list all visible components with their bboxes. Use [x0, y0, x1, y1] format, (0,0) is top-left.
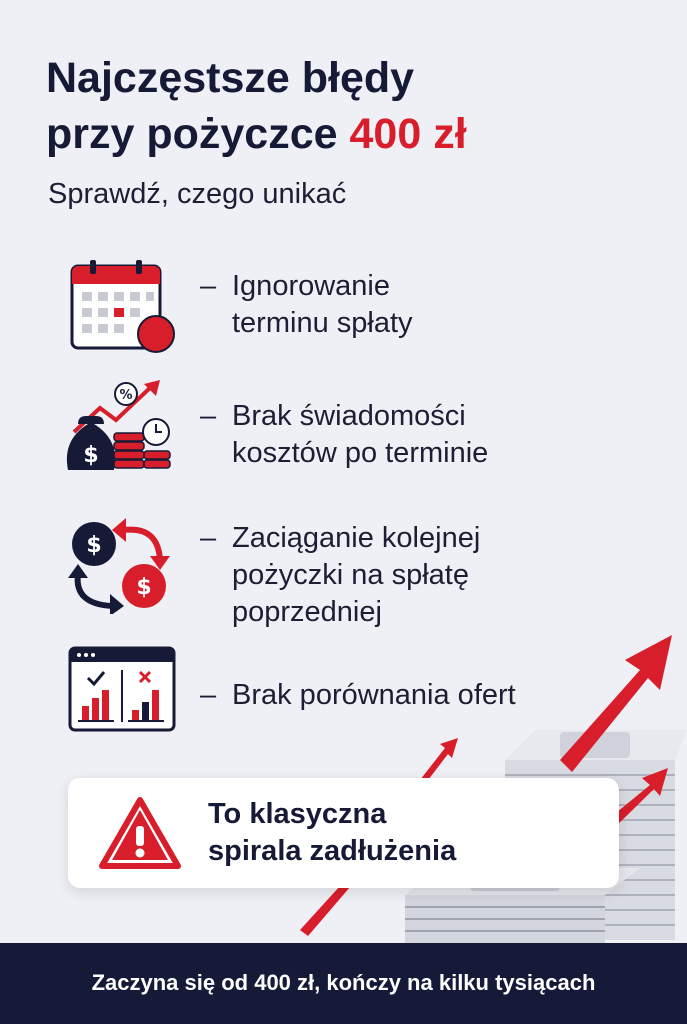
- mistake-text: Ignorowanie terminu spłaty: [232, 270, 413, 339]
- mistake-text: Brak porównania ofert: [232, 679, 516, 711]
- page-title: [46, 50, 666, 162]
- footer-text: Zaczyna się od 400 zł, kończy na kilku tysiącach: [91, 970, 596, 995]
- item-dash: –: [200, 679, 217, 711]
- svg-text:$: $: [136, 575, 152, 600]
- item-dash: –: [200, 270, 217, 302]
- warning-triangle-icon: [98, 796, 182, 870]
- mistake-text: Brak świadomości kosztów po terminie: [232, 400, 489, 469]
- mistake-item-3: [200, 520, 660, 631]
- mistake-item-2: [200, 398, 660, 472]
- page-subtitle: Sprawdź, czego unikać: [48, 178, 347, 210]
- warning-text: To klasyczna spirala zadłużenia: [208, 798, 457, 867]
- title-line-2: przy pożyczce: [46, 110, 350, 158]
- calendar-icon: [70, 258, 176, 354]
- title-amount: 400 zł: [349, 110, 467, 158]
- compare-charts-icon: [68, 646, 176, 732]
- svg-text:%: %: [119, 388, 133, 403]
- money-bag-growth-icon: [60, 380, 178, 480]
- item-dash: –: [200, 400, 217, 432]
- footer-banner: [0, 943, 687, 1024]
- money-cycle-icon: [64, 518, 174, 614]
- mistake-item-4: [200, 677, 660, 714]
- title-line-1: Najczęstsze błędy: [46, 54, 415, 102]
- mistake-text: Zaciąganie kolejnej pożyczki na spłatę poprzedniej: [232, 522, 481, 628]
- mistake-item-1: [200, 268, 660, 342]
- warning-callout: [68, 778, 619, 888]
- svg-text:$: $: [83, 443, 99, 468]
- item-dash: –: [200, 522, 217, 554]
- svg-text:$: $: [86, 533, 102, 558]
